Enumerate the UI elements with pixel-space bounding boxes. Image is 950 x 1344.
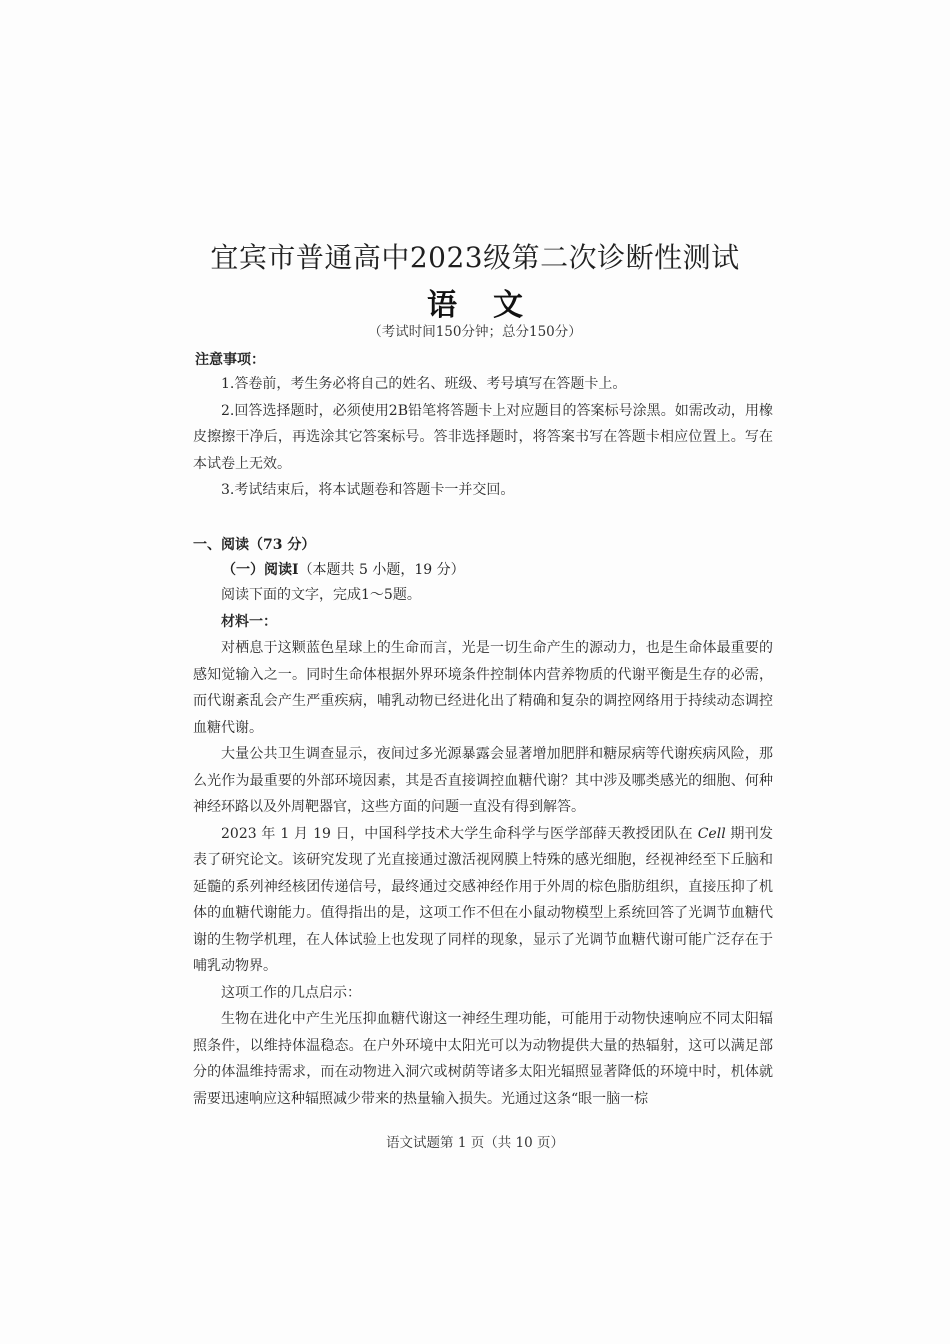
- journal-name: Cell: [697, 825, 726, 842]
- paragraph: 这项工作的几点启示：: [221, 984, 361, 1001]
- instruction: 阅读下面的文字，完成1～5题。: [221, 587, 421, 603]
- paragraph: 生物在进化中产生光压抑血糖代谢这一神经生理功能，可能用于动物快速响应不同太阳辐照条件，以维持体温稳态。在户外环境中太阳光可以为动物提供大量的热辐射，这可以满足部分的体温维持需求，而在动物进入洞穴或树荫等诸多太阳光辐照显著降低的环境中时，机体就需要迅速响应这种辐照减少带来的热量输入损失。光通过这条“眼一脑一棕: [193, 1011, 773, 1107]
- page-footer: 语文试题第 1 页（共 10 页）: [386, 1135, 564, 1151]
- subsection-note: （本题共 5 小题，19 分）: [298, 562, 465, 578]
- paragraph-part: 2023 年 1 月 19 日，中国科学技术大学生命科学与医学部薛天教授团队在: [221, 825, 698, 842]
- reading-passage: [193, 582, 773, 1112]
- paragraph: 大量公共卫生调查显示，夜间过多光源暴露会显著增加肥胖和糖尿病等代谢疾病风险，那么光作为最重要的外部环境因素，其是否直接调控血糖代谢？其中涉及哪类感光的细胞、何种神经环路以及外周靶器官，这些方面的问题一直没有得到解答。: [193, 746, 773, 815]
- paragraph: [193, 821, 773, 980]
- notes-list: [193, 371, 773, 504]
- material-label: 材料一：: [221, 613, 277, 630]
- note-item: 2.回答选择题时，必须使用2B铅笔将答题卡上对应题目的答案标号涂黑。如需改动，用橡皮擦擦干净后，再选涂其它答案标号。答非选择题时，将答案书写在答题卡相应位置上。写在本试卷上无效。: [193, 402, 773, 472]
- note-item: 3.考试结束后，将本试题卷和答题卡一并交回。: [221, 482, 515, 498]
- exam-meta: （考试时间150分钟；总分150分）: [368, 324, 582, 340]
- note-item: 1.答卷前，考生务必将自己的姓名、班级、考号填写在答题卡上。: [221, 376, 627, 392]
- paragraph-part: 期刊发表了研究论文。该研究发现了光直接通过激活视网膜上特殊的感光细胞，经视神经至下丘脑和延髓的系列神经核团传递信号，最终通过交感神经作用于外周的棕色脂肪组织，直接压抑了机体的血糖代谢能力。值得指出的是，这项工作不但在小鼠动物模型上系统回答了光调节血糖代谢的生物学机理，在人体试验上也发现了同样的现象，显示了光调节血糖代谢可能广泛存在于哺乳动物界。: [193, 825, 773, 974]
- paragraph: 对栖息于这颗蓝色星球上的生命而言，光是一切生命产生的源动力，也是生命体最重要的感知觉输入之一。同时生命体根据外界环境条件控制体内营养物质的代谢平衡是生存的必需，而代谢紊乱会产生严重疾病，哺乳动物已经进化出了精确和复杂的调控网络用于持续动态调控血糖代谢。: [193, 640, 773, 736]
- exam-title: 宜宾市普通高中2023级第二次诊断性测试: [210, 241, 740, 274]
- subsection-title: [222, 559, 465, 579]
- subsection-label: （一）阅读Ⅰ: [222, 562, 299, 578]
- section-title: 一、阅读（73 分）: [193, 537, 316, 553]
- notes-heading: 注意事项：: [195, 352, 265, 368]
- subject-title: 语文: [427, 288, 559, 323]
